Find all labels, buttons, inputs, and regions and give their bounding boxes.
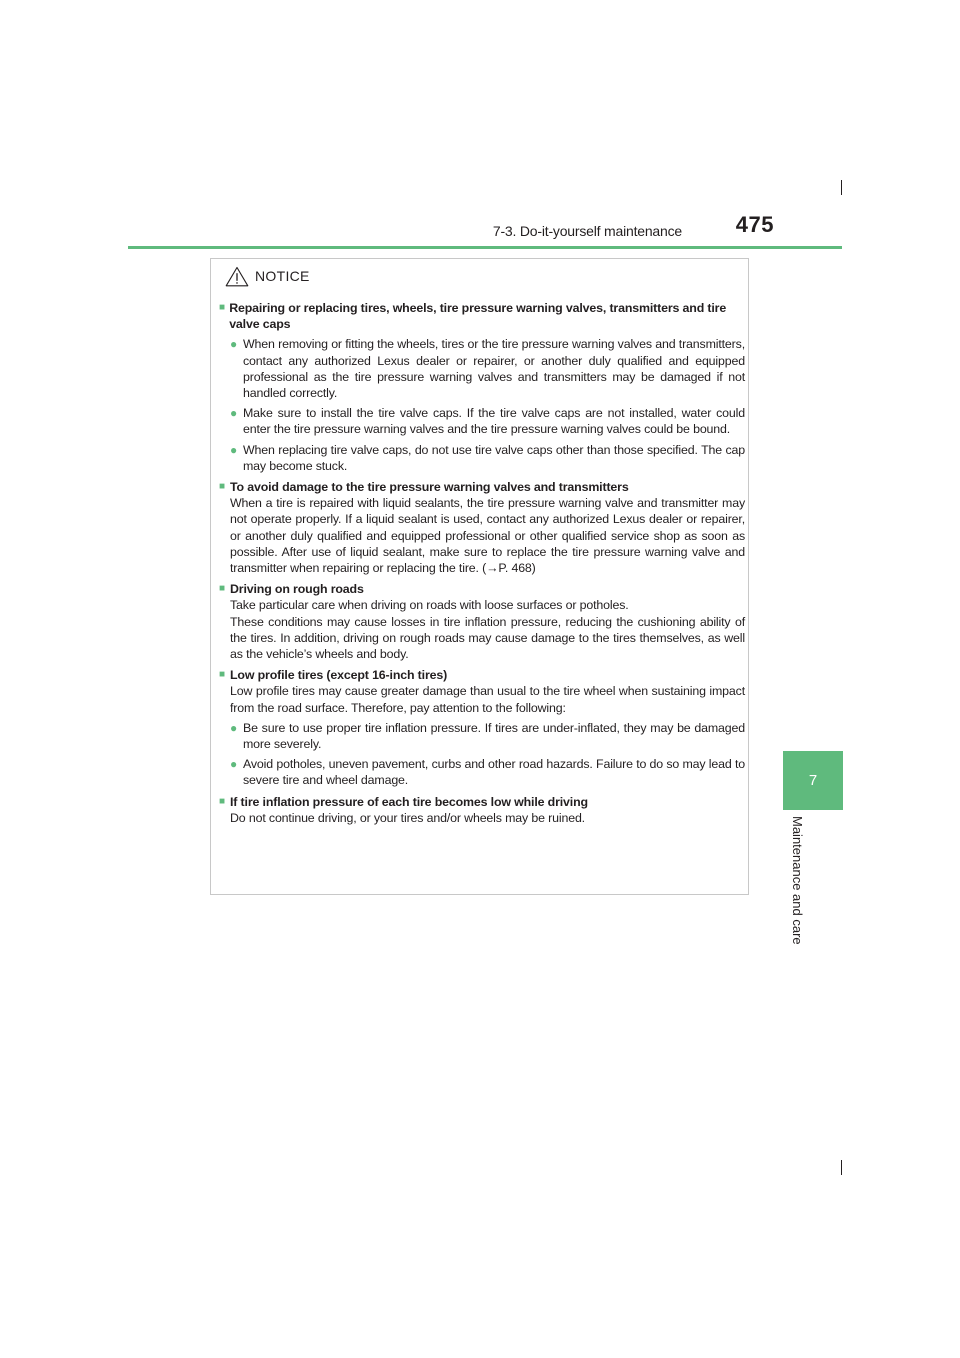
- section-paragraph: Low profile tires may cause greater damage than usual to the tire wheel when sustaining impact from the road surface. Therefore, pay attention to the following:: [230, 684, 745, 715]
- notice-section-rough-roads: [219, 581, 745, 662]
- section-title: 7-3. Do-it-yourself maintenance: [492, 223, 682, 239]
- section-heading: ■ If tire inflation pressure of each tire becomes low while driving: [219, 794, 588, 809]
- list-item: ● Avoid potholes, uneven pavement, curbs and other road hazards. Failure to do so may lead to severe tire and wheel damage.: [230, 757, 745, 788]
- crop-mark-bottom-right: [841, 1160, 842, 1175]
- square-bullet-icon: ■: [219, 795, 225, 807]
- crop-mark-top-right: [841, 180, 842, 195]
- circle-bullet-icon: ●: [230, 406, 238, 421]
- chapter-title: Maintenance and care: [790, 816, 805, 945]
- square-bullet-icon: ■: [219, 481, 225, 493]
- section-paragraph: Take particular care when driving on roads with loose surfaces or potholes.: [230, 598, 629, 613]
- square-bullet-icon: ■: [219, 669, 225, 681]
- circle-bullet-icon: ●: [230, 442, 238, 457]
- circle-bullet-icon: ●: [230, 720, 238, 735]
- list-item: ● When removing or fitting the wheels, tires or the tire pressure warning valves and transmitters, contact any authorized Lexus dealer or repairer, or another duly qualified and equipped professional as the tire pressure warning valves and transmitters may be damaged if not handled correctly.: [230, 337, 745, 401]
- chapter-number: 7: [808, 772, 818, 789]
- square-bullet-icon: ■: [219, 583, 225, 595]
- page-number: 475: [735, 212, 774, 237]
- section-paragraph: When a tire is repaired with liquid sealants, the tire pressure warning valve and transmitter may not operate properly. If a liquid sealant is used, contact any authorized Lexus dealer or repairer, or another duly qualified and equipped professional or other qualified service shop as soon as possible. After use of liquid sealant, make sure to replace the tire pressure warning valve and transmitter when repairing or replacing the tire. (→P. 468): [230, 496, 745, 576]
- circle-bullet-icon: ●: [230, 757, 238, 772]
- notice-body: [219, 300, 745, 831]
- square-bullet-icon: ■: [219, 302, 225, 313]
- notice-label: NOTICE: [255, 268, 310, 284]
- section-heading: ■ Driving on rough roads: [219, 582, 364, 597]
- list-item: ● Be sure to use proper tire inflation pressure. If tires are under-inflated, they may be damaged more severely.: [230, 720, 745, 752]
- section-heading: ■ To avoid damage to the tire pressure warning valves and transmitters: [219, 480, 629, 495]
- section-paragraph: Do not continue driving, or your tires and/or wheels may be ruined.: [230, 810, 585, 825]
- notice-section-repairing: [219, 300, 745, 474]
- notice-section-avoid-damage: [219, 479, 745, 576]
- list-item: ● Make sure to install the tire valve caps. If the tire valve caps are not installed, water could enter the tire pressure warning valves and the tire pressure warning valves could be bound.: [230, 406, 745, 437]
- section-heading: ■ Low profile tires (except 16-inch tires): [219, 668, 448, 683]
- section-paragraph: These conditions may cause losses in tire inflation pressure, reducing the cushioning ability of the tires. In addition, driving on rough roads may cause damage to the tires themselves, as well as the vehicle’s wheels and body.: [230, 614, 745, 662]
- chapter-tab: [783, 751, 843, 810]
- circle-bullet-icon: ●: [230, 337, 238, 352]
- notice-section-low-pressure: [219, 794, 745, 826]
- warning-triangle-icon: [225, 266, 249, 287]
- list-item: ● When replacing tire valve caps, do not use tire valve caps other than those specified. The cap may become stuck.: [230, 442, 745, 473]
- notice-box: [210, 258, 749, 895]
- section-heading: ■ Repairing or replacing tires, wheels, tire pressure warning valves, transmitters and tire valve caps: [219, 301, 727, 332]
- notice-section-low-profile: [219, 667, 745, 788]
- page-header: [128, 214, 842, 249]
- notice-header: [225, 265, 310, 287]
